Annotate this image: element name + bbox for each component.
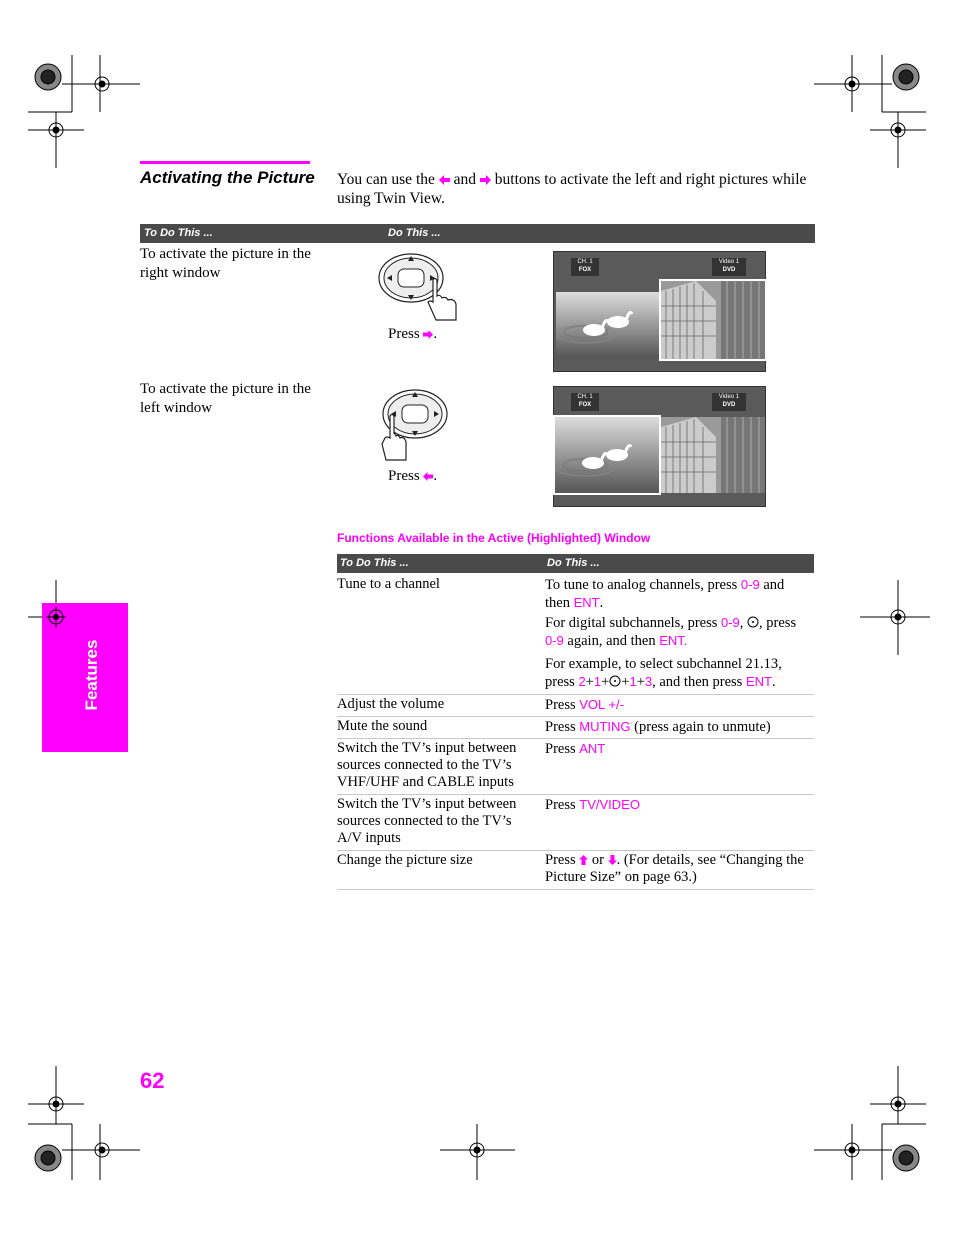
functions-row-tvvideo-task: Switch the TV’s input between sources connected to the TV’s A/V inputs: [337, 796, 517, 846]
functions-col1: To Do This ...: [340, 557, 409, 569]
building-picture: [661, 417, 765, 493]
intro-text-b: buttons to activate the left and right pictures while using Twin View.: [337, 171, 807, 207]
row-divider: [337, 794, 814, 795]
up-arrow-icon: [579, 855, 588, 865]
table1-row1-press: Press .: [388, 326, 438, 342]
right-arrow-icon: [423, 330, 433, 339]
swans-picture: [556, 292, 660, 358]
row-divider: [337, 738, 814, 739]
functions-row-size-action: Press or . (For details, see “Changing the Picture Size” on page 63.): [545, 852, 804, 885]
features-tab-label-container: [42, 603, 128, 752]
functions-row-tvvideo-action: Press TV/VIDEO: [545, 797, 640, 813]
section-rule: [140, 161, 310, 164]
building-picture: [661, 281, 765, 359]
table1-col2: Do This ...: [388, 227, 441, 239]
table1-row2-task: To activate the picture in the left window: [140, 381, 311, 416]
intro-text-and: and: [453, 171, 477, 188]
functions-row-size-task: Change the picture size: [337, 852, 473, 868]
functions-row-mute-task: Mute the sound: [337, 718, 428, 734]
page-number: 62: [140, 1068, 165, 1093]
functions-col2: Do This ...: [547, 557, 600, 569]
swans-picture: [555, 417, 659, 493]
table1-row2-press: Press .: [388, 468, 438, 484]
intro-text-a: You can use the: [337, 171, 435, 188]
remote-joystick-right-icon: [378, 250, 458, 325]
twin-view-screen-right-active: [553, 251, 766, 372]
section-title: Activating the Picture: [140, 168, 315, 187]
tune-para-1: To tune to analog channels, press 0-9 and then ENT.: [545, 577, 785, 611]
right-channel-label: Video 1 DVD: [712, 393, 746, 411]
features-tab-label: Features: [82, 639, 101, 711]
twin-view-screen-left-active: [553, 386, 766, 507]
row-divider: [337, 850, 814, 851]
dot-button-icon: [747, 616, 759, 628]
tune-para-3: For example, to select subchannel 21.13, press 2+1+ +1+3, and then press ENT.: [545, 656, 782, 690]
functions-row-ant-task: Switch the TV’s input between sources connected to the TV’s VHF/UHF and CABLE inputs: [337, 740, 517, 790]
functions-header: [337, 554, 814, 573]
left-arrow-icon: [439, 175, 450, 185]
functions-row-volume-task: Adjust the volume: [337, 696, 445, 712]
down-arrow-icon: [608, 855, 617, 865]
dot-button-icon: [609, 675, 621, 687]
row-divider: [337, 889, 814, 890]
right-channel-label: Video 1 DVD: [712, 258, 746, 276]
left-arrow-icon: [423, 472, 433, 481]
right-arrow-icon: [480, 175, 491, 185]
table1-row1-task: To activate the picture in the right window: [140, 246, 311, 281]
remote-joystick-left-icon: [378, 386, 458, 466]
left-channel-label: CH. 1 FOX: [571, 258, 599, 276]
intro-paragraph: [337, 170, 817, 208]
functions-row-mute-action: Press MUTING (press again to unmute): [545, 719, 771, 735]
table1-header: [140, 224, 815, 243]
table1-col1: To Do This ...: [144, 227, 213, 239]
row-divider: [337, 694, 814, 695]
left-channel-label: CH. 1 FOX: [571, 393, 599, 411]
tune-para-2: For digital subchannels, press 0-9, , press 0-9 again, and then ENT.: [545, 615, 797, 649]
functions-row-tune-task: Tune to a channel: [337, 576, 440, 592]
functions-row-volume-action: Press VOL +/-: [545, 697, 624, 713]
row-divider: [337, 716, 814, 717]
functions-row-ant-action: Press ANT: [545, 741, 606, 757]
functions-title: Functions Available in the Active (Highlighted) Window: [337, 531, 651, 545]
